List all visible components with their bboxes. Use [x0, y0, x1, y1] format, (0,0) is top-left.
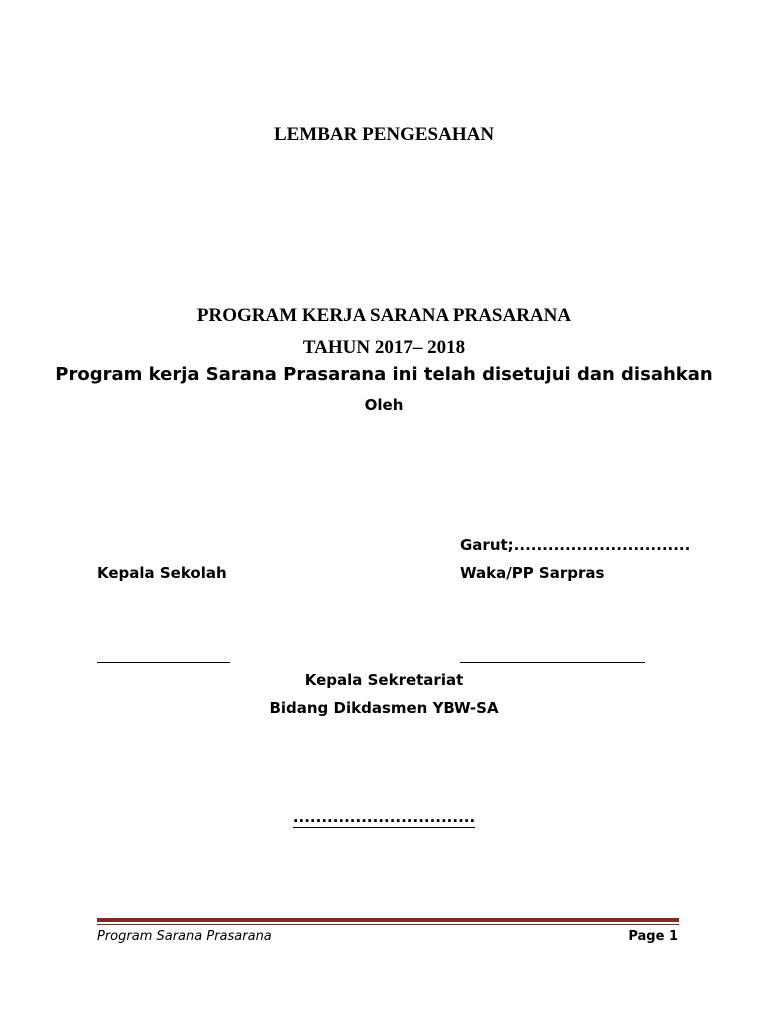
approval-by: Oleh [364, 396, 404, 414]
footer-rule [97, 918, 679, 922]
signatory-right-role: Waka/PP Sarpras [460, 564, 605, 582]
footer-page-number: Page 1 [628, 929, 678, 944]
program-title: PROGRAM KERJA SARANA PRASARANA [196, 305, 572, 326]
signature-line-left [97, 662, 230, 663]
signatory-center-unit: Bidang Dikdasmen YBW-SA [269, 699, 499, 717]
place-date: Garut;............................... [460, 536, 691, 554]
signatory-left-role: Kepala Sekolah [97, 564, 227, 582]
page-heading: LEMBAR PENGESAHAN [273, 124, 495, 145]
approval-statement: Program kerja Sarana Prasarana ini telah disetujui dan disahkan [55, 364, 713, 385]
signature-line-right [460, 662, 645, 663]
footer-document-name: Program Sarana Prasarana [97, 929, 272, 944]
signatory-center-name-text: ................................ [292, 808, 476, 826]
program-year: TAHUN 2017– 2018 [302, 337, 466, 358]
footer-rule-thin [97, 924, 679, 925]
signatory-center-name [0, 808, 768, 826]
signatory-center-role: Kepala Sekretariat [304, 671, 464, 689]
